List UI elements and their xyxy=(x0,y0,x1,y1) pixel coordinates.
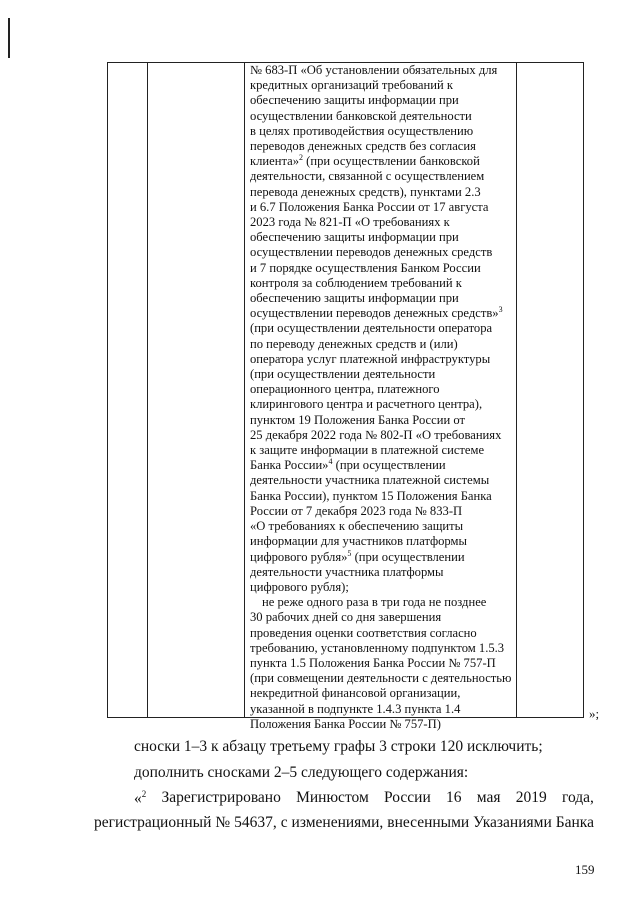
closing-quote: »; xyxy=(589,706,600,721)
table-cell-3 xyxy=(245,63,517,731)
cell-line: пунктом 19 Положения Банка России от xyxy=(250,412,465,427)
cell-line: 25 декабря 2022 года № 802-П «О требованиях xyxy=(250,427,502,442)
body-paragraph-2: дополнить сносками 2–5 следующего содержания: xyxy=(134,764,469,781)
cell-line: 30 рабочих дней со дня завершения xyxy=(250,610,442,625)
word: Банка xyxy=(555,814,594,831)
cell-line: осуществлении переводов денежных средств xyxy=(250,245,493,260)
word: внесенными xyxy=(387,814,470,831)
body-paragraph-1: сноски 1–3 к абзацу третьему графы 3 строки 120 исключить; xyxy=(134,738,543,755)
word: 54637, xyxy=(234,814,277,831)
word: № xyxy=(215,814,231,831)
cell-line: к защите информации в платежной системе xyxy=(250,443,485,458)
footnote-ref-3: 3 xyxy=(498,305,503,315)
footnote-open: «$^2$ xyxy=(134,789,147,808)
cell-line: по переводу денежных средств и (или) xyxy=(250,336,458,351)
cell-line: деятельности участника платежной системы xyxy=(250,473,490,488)
scan-edge-mark xyxy=(8,18,10,58)
table-cell-2 xyxy=(148,63,245,718)
cell-line: деятельности участника платформы xyxy=(250,564,444,579)
requirements-table xyxy=(107,62,584,731)
cell-line: осуществлении переводов денежных средств»$^3$ xyxy=(250,305,503,321)
footnote-text-line-2 xyxy=(94,814,594,832)
cell-line: кредитных организаций требований к xyxy=(250,78,454,93)
table-row xyxy=(108,63,584,718)
word: Зарегистрировано xyxy=(161,789,281,806)
cell-line: операционного центра, платежного xyxy=(250,382,440,397)
cell-line: цифрового рубля); xyxy=(250,579,349,594)
word: Минюстом xyxy=(296,789,369,806)
cell-line: деятельности, связанной с осуществлением xyxy=(250,169,485,184)
cell-line: перевода денежных средств), пунктами 2.3 xyxy=(250,184,481,199)
cell-line: Банка России), пунктом 15 Положения Банка xyxy=(250,488,492,503)
cell-line: клиента»$^2$ (при осуществлении банковской xyxy=(250,153,480,169)
word: изменениями, xyxy=(291,814,384,831)
word: Указаниями xyxy=(473,814,552,831)
cell-line: клирингового центра и расчетного центра), xyxy=(250,397,483,412)
page-number: 159 xyxy=(575,862,595,877)
cell-line: № 683-П «Об установлении обязательных для xyxy=(250,63,498,77)
cell-line: в целях противодействия осуществлению xyxy=(250,123,474,138)
cell-line: (при совмещении деятельности с деятельностью xyxy=(250,671,512,686)
cell-line: проведения оценки соответствия согласно xyxy=(250,625,477,640)
table-cell-1 xyxy=(108,63,148,718)
word: с xyxy=(280,814,288,831)
cell-line: и 7 порядке осуществления Банком России xyxy=(250,260,481,275)
cell-line: Положения Банка России № 757-П) xyxy=(250,716,441,731)
cell-line: (при осуществлении деятельности xyxy=(250,367,436,382)
footnote-text-line-1 xyxy=(134,789,594,808)
cell-line: переводов денежных средств без согласия xyxy=(250,139,476,154)
cell-line: пункта 1.5 Положения Банка России № 757-П xyxy=(250,655,496,670)
footnote-ref-5: 5 xyxy=(347,548,352,558)
cell-line: оператора услуг платежной инфраструктуры xyxy=(250,351,491,366)
cell-line: информации для участников платформы xyxy=(250,534,467,549)
cell-line: обеспечению защиты информации при xyxy=(250,230,459,245)
cell-line: требованию, установленному подпунктом 1.5.3 xyxy=(250,640,505,655)
cell-line: указанной в подпункте 1.4.3 пункта 1.4 xyxy=(250,701,461,716)
cell-line: контроля за соблюдением требований к xyxy=(250,275,462,290)
word: мая xyxy=(476,789,501,806)
cell-line: и 6.7 Положения Банка России от 17 августа xyxy=(250,199,489,214)
cell-line: не реже одного раза в три года не позднее xyxy=(262,595,487,610)
cell-line: обеспечению защиты информации при xyxy=(250,93,459,108)
table-cell-4 xyxy=(517,63,584,718)
cell-line: (при осуществлении деятельности оператора xyxy=(250,321,493,336)
cell-line: обеспечению защиты информации при xyxy=(250,291,459,306)
cell-line: «О требованиях к обеспечению защиты xyxy=(250,519,464,534)
word: 16 xyxy=(446,789,462,806)
cell-text xyxy=(245,63,516,731)
cell-line: осуществлении банковской деятельности xyxy=(250,108,472,123)
cell-line: России от 7 декабря 2023 года № 833-П xyxy=(250,503,463,518)
word: 2019 xyxy=(515,789,547,806)
cell-line: цифрового рубля»$^5$ (при осуществлении xyxy=(250,548,465,564)
word: регистрационный xyxy=(94,814,212,831)
footnote-ref-4: 4 xyxy=(328,457,333,467)
footnote-ref-2: 2 xyxy=(299,153,304,163)
word: года, xyxy=(561,789,594,806)
footnote-marker-2: 2 xyxy=(141,789,147,799)
word: России xyxy=(384,789,431,806)
cell-line: Банка России»$^4$ (при осуществлении xyxy=(250,457,446,473)
cell-line: некредитной финансовой организации, xyxy=(250,686,461,701)
cell-line: 2023 года № 821-П «О требованиях к xyxy=(250,215,450,230)
